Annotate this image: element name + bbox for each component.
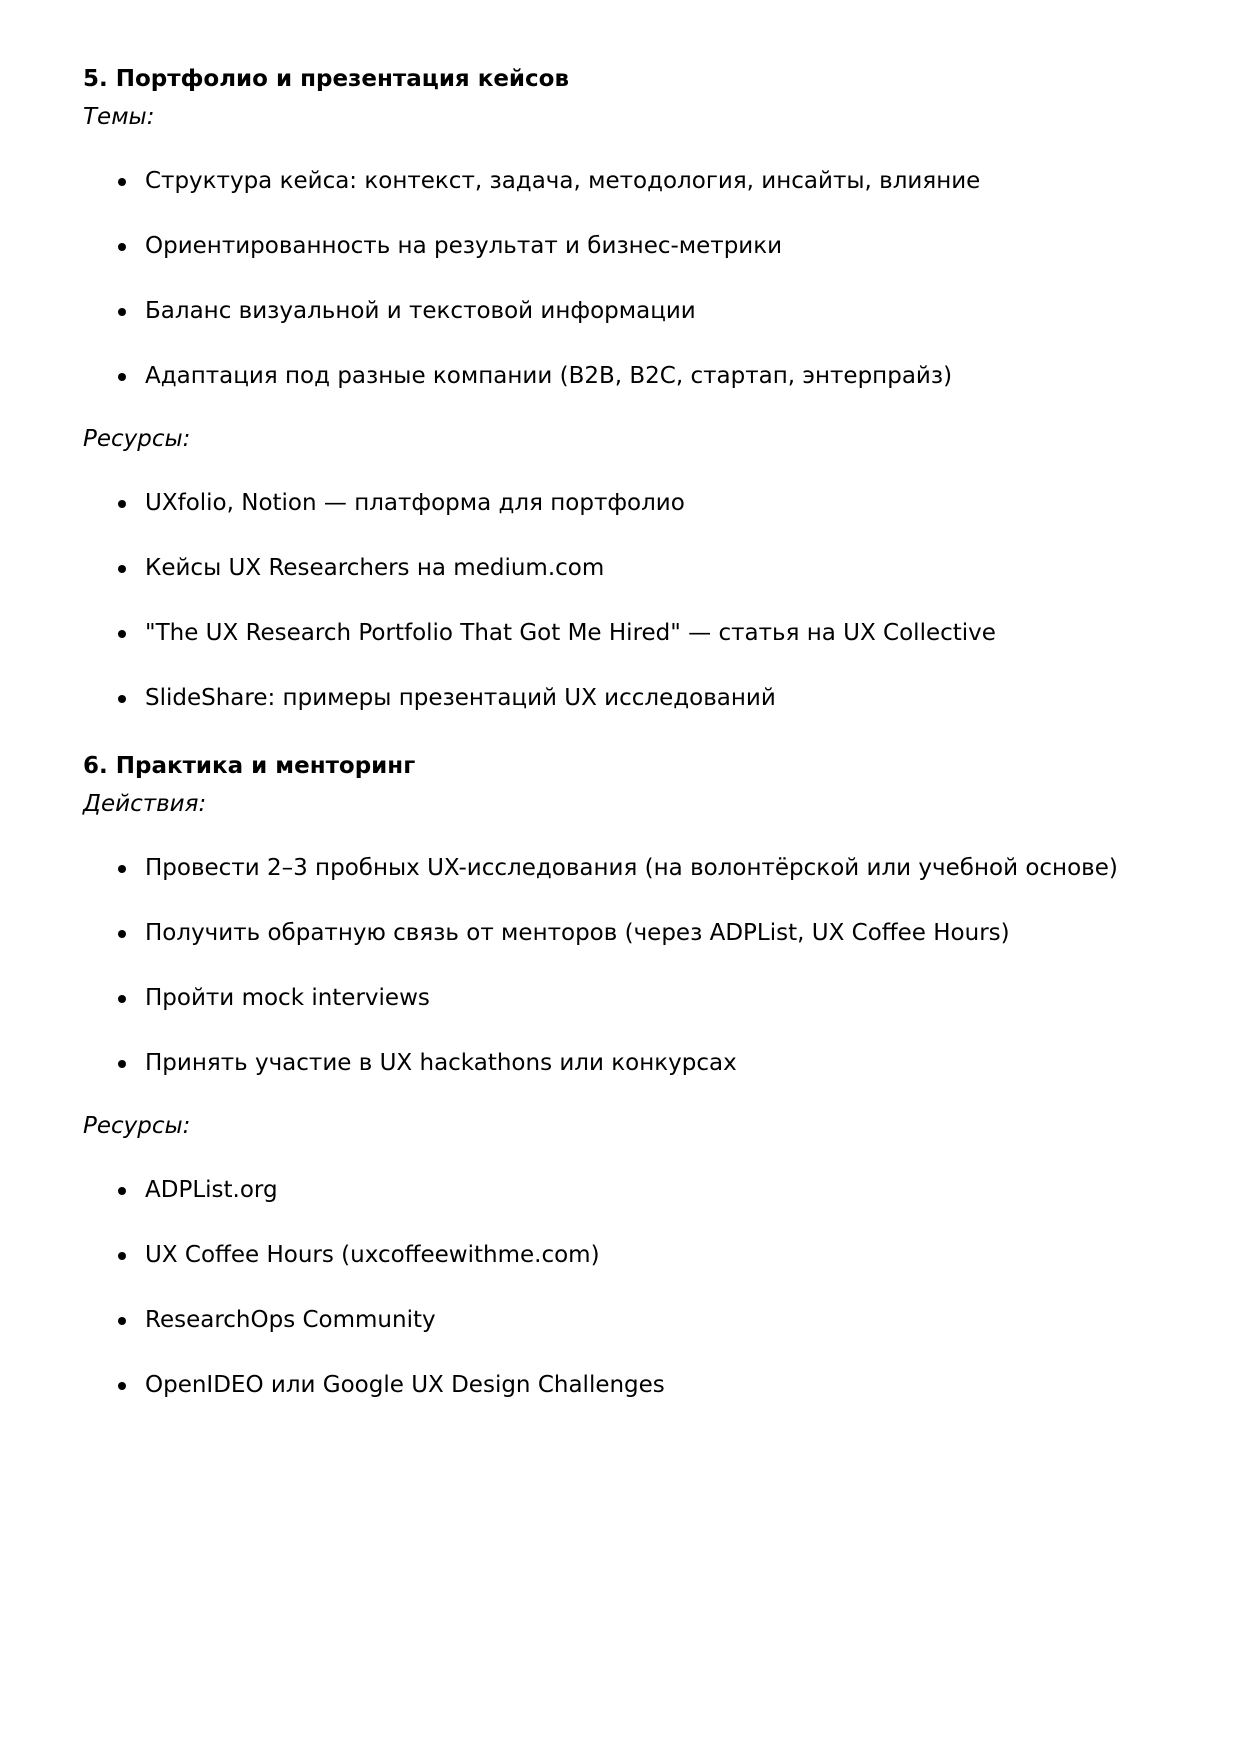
list-item — [83, 165, 1163, 230]
bullet-icon — [118, 565, 126, 573]
list-item — [83, 552, 1163, 617]
list-item — [83, 682, 1163, 747]
list-item-text: OpenIDEO или Google UX Design Challenges — [145, 1372, 665, 1398]
section-title: 6. Практика и менторинг — [83, 753, 416, 779]
list-item — [83, 852, 1163, 917]
resources-label: Ресурсы: — [83, 1113, 191, 1139]
bullet-icon — [118, 630, 126, 638]
list-item-text: Пройти mock interviews — [145, 985, 430, 1011]
actions-label: Действия: — [83, 791, 207, 817]
bullet-icon — [118, 865, 126, 873]
bullet-icon — [118, 243, 126, 251]
bullet-icon — [118, 500, 126, 508]
list-item-text: ResearchOps Community — [145, 1307, 436, 1333]
list-item-text: Структура кейса: контекст, задача, методология, инсайты, влияние — [145, 168, 981, 194]
actions-list — [83, 852, 1163, 1112]
list-item-text: Кейсы UX Researchers на medium.com — [145, 555, 605, 581]
bullet-icon — [118, 930, 126, 938]
list-item — [83, 982, 1163, 1047]
list-item-text: Принять участие в UX hackathons или конкурсах — [145, 1050, 737, 1076]
list-item — [83, 295, 1163, 360]
list-item — [83, 360, 1163, 425]
topics-label: Темы: — [83, 104, 155, 130]
list-item — [83, 1239, 1163, 1304]
bullet-icon — [118, 695, 126, 703]
list-item-text: Провести 2–3 пробных UX-исследования (на волонтёрской или учебной основе) — [145, 855, 1118, 881]
list-item — [83, 487, 1163, 552]
list-item — [83, 1304, 1163, 1369]
list-item — [83, 1174, 1163, 1239]
section-practice — [83, 750, 1163, 1434]
list-item-text: Получить обратную связь от менторов (через ADPList, UX Coffee Hours) — [145, 920, 1010, 946]
list-item — [83, 1047, 1163, 1112]
bullet-icon — [118, 1187, 126, 1195]
resources-label: Ресурсы: — [83, 426, 191, 452]
list-item-text: Ориентированность на результат и бизнес-метрики — [145, 233, 783, 259]
bullet-icon — [118, 1317, 126, 1325]
resources-list — [83, 487, 1163, 747]
bullet-icon — [118, 995, 126, 1003]
list-item-text: Адаптация под разные компании (B2B, B2C, стартап, энтерпрайз) — [145, 363, 953, 389]
topics-list — [83, 165, 1163, 425]
list-item-text: UX Coffee Hours (uxcoffeewithme.com) — [145, 1242, 600, 1268]
bullet-icon — [118, 1382, 126, 1390]
bullet-icon — [118, 308, 126, 316]
list-item-text: ADPList.org — [145, 1177, 278, 1203]
list-item — [83, 917, 1163, 982]
list-item-text: SlideShare: примеры презентаций UX исследований — [145, 685, 776, 711]
list-item — [83, 617, 1163, 682]
list-item — [83, 230, 1163, 295]
section-title: 5. Портфолио и презентация кейсов — [83, 66, 570, 92]
list-item — [83, 1369, 1163, 1434]
bullet-icon — [118, 178, 126, 186]
list-item-text: "The UX Research Portfolio That Got Me Hired" — статья на UX Collective — [145, 620, 996, 646]
bullet-icon — [118, 373, 126, 381]
bullet-icon — [118, 1060, 126, 1068]
bullet-icon — [118, 1252, 126, 1260]
list-item-text: UXfolio, Notion — платформа для портфолио — [145, 490, 685, 516]
resources-list — [83, 1174, 1163, 1434]
section-portfolio — [83, 63, 1163, 747]
list-item-text: Баланс визуальной и текстовой информации — [145, 298, 696, 324]
